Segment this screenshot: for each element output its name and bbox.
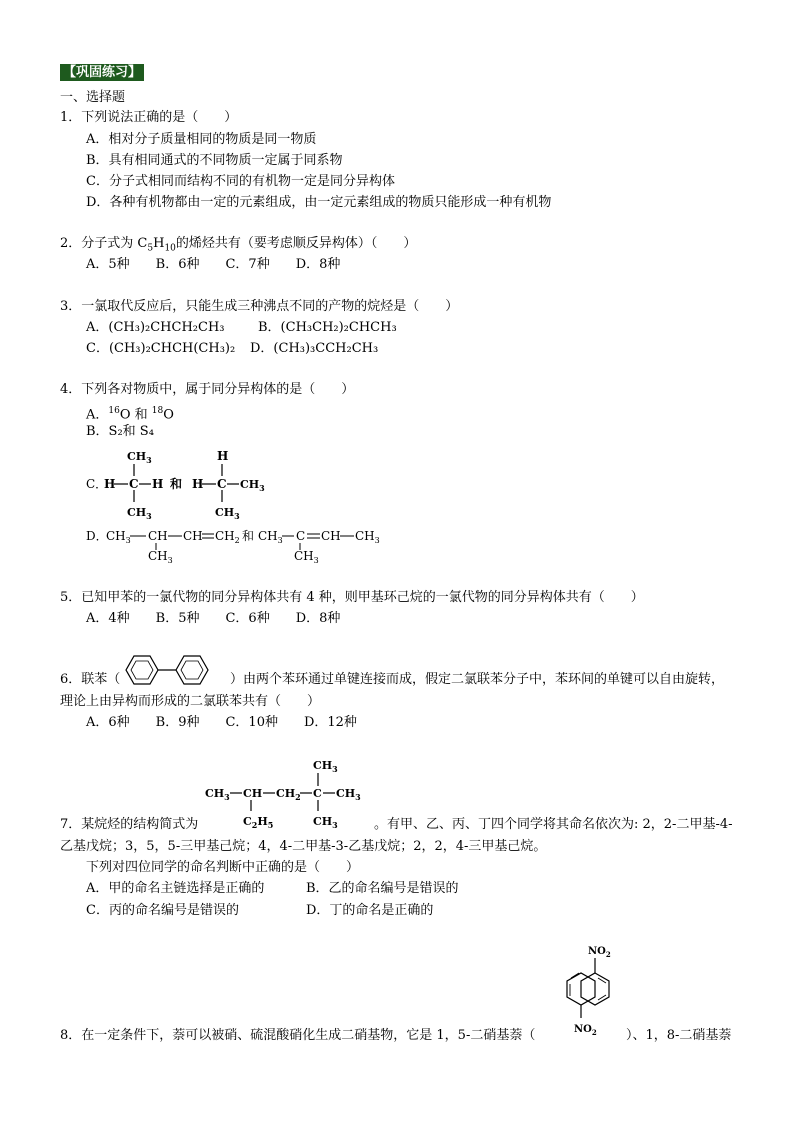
- svg-text:CH3: $CH_3$: [336, 787, 361, 802]
- q2-options: A．5种 B．6种 C．7种 D．8种: [86, 257, 341, 272]
- q7-stem-line2: 乙基戊烷；3，5，5-三甲基己烷；4，4-二甲基-3-乙基戊烷；2，2，4-三甲基己烷。: [60, 839, 547, 854]
- svg-text:CH3: $CH_3$: [106, 529, 131, 545]
- q1-option-a: A．相对分子质量相同的物质是同一物质: [86, 132, 317, 147]
- svg-text:CH3: $CH_3$: [258, 529, 283, 545]
- q6-options: A．6种 B．9种 C．10种 D．12种: [86, 715, 357, 730]
- svg-text:CH3: $CH_3$: [240, 478, 265, 493]
- svg-text:C: C: [296, 529, 306, 543]
- section-header: 【巩固练习】: [60, 64, 144, 81]
- svg-text:CH2: $CH_2$: [276, 787, 301, 802]
- q2-stem: 2．分子式为 $C_5H_{10}$的烯烃共有（要考虑顺反异构体）（ ）: [60, 236, 417, 254]
- q3-option-b: B．(CH₃CH₂)₂CHCH₃: [258, 320, 397, 335]
- svg-text:H: H: [152, 477, 164, 491]
- q1-option-d: D．各种有机物都由一定的元素组成，由一定元素组成的物质只能形成一种有机物: [86, 195, 552, 210]
- q3-option-d: D．(CH₃)₃CCH₂CH₃: [250, 341, 379, 356]
- svg-text:H: H: [217, 449, 229, 463]
- svg-text:H: H: [192, 477, 204, 491]
- svg-text:CH: CH: [183, 529, 203, 543]
- svg-text:H: H: [104, 477, 116, 491]
- q6-stem-pre: 6．联苯（: [60, 672, 121, 687]
- svg-text:CH: CH: [243, 787, 263, 800]
- q1-option-b: B．具有相同通式的不同物质一定属于同系物: [86, 153, 343, 168]
- q7-alkane-structure: [200, 755, 370, 830]
- q7-stem-line3: 下列对四位同学的命名判断中正确的是（ ）: [86, 860, 360, 875]
- q3-option-a: A．(CH₃)₂CHCH₂CH₃: [86, 320, 225, 335]
- q4-option-a: A．$^{16}$O 和 $^{18}$O: [86, 406, 174, 423]
- svg-text:D．: D．: [86, 529, 108, 543]
- svg-text:和: 和: [242, 529, 255, 543]
- q1-stem: 1．下列说法正确的是（ ）: [60, 110, 238, 125]
- svg-text:C: C: [313, 787, 322, 800]
- q7-option-a: A．甲的命名主链选择是正确的: [86, 881, 265, 896]
- svg-text:CH3: $CH_3$: [294, 549, 319, 565]
- svg-text:CH3: $CH_3$: [127, 450, 152, 465]
- q5-options: A．4种 B．5种 C．6种 D．8种: [86, 611, 341, 626]
- svg-text:CH: CH: [148, 529, 168, 543]
- q7-stem-post: 。有甲、乙、丙、丁四个同学将其命名依次为: 2，2-二甲基-4-: [374, 817, 733, 832]
- svg-text:C．: C．: [86, 477, 108, 491]
- q4-stem: 4．下列各对物质中，属于同分异构体的是（ ）: [60, 382, 355, 397]
- q8-stem: 8．在一定条件下，萘可以被硝、硫混酸硝化生成二硝基物，它是 1，5-二硝基萘（: [60, 1028, 536, 1043]
- q7-option-b: B．乙的命名编号是错误的: [306, 881, 459, 896]
- svg-text:NO2: $NO_2$: [574, 1024, 597, 1037]
- svg-text:CH3: $CH_3$: [205, 787, 230, 802]
- svg-text:C: C: [129, 477, 139, 491]
- svg-text:CH3: $CH_3$: [313, 815, 338, 830]
- svg-text:CH3: $CH_3$: [215, 506, 240, 521]
- q3-option-c: C．(CH₃)₂CHCH(CH₃)₂: [86, 341, 236, 356]
- q5-stem: 5．已知甲苯的一氯代物的同分异构体共有 4 种，则甲基环己烷的一氯代物的同分异构体共有（ ）: [60, 590, 644, 605]
- svg-text:CH: CH: [321, 529, 341, 543]
- svg-text:CH3: $CH_3$: [127, 506, 152, 521]
- biphenyl-structure: [120, 652, 220, 688]
- dinitronaphthalene-structure: [560, 940, 630, 1040]
- svg-text:CH3: $CH_3$: [148, 549, 173, 565]
- q4-option-c-structures: [80, 444, 280, 524]
- q6-stem-post: ）由两个苯环通过单键连接而成，假定二氯联苯分子中，苯环间的单键可以自由旋转，: [230, 672, 725, 687]
- svg-text:和: 和: [170, 477, 183, 491]
- q3-stem: 3．一氯取代反应后，只能生成三种沸点不同的产物的烷烃是（ ）: [60, 299, 459, 314]
- q8-stem-tail: ）、1，8-二硝基萘: [626, 1028, 732, 1043]
- svg-text:NO2: $NO_2$: [588, 946, 611, 959]
- svg-text:CH3: $CH_3$: [355, 529, 380, 545]
- q7-option-c: C．丙的命名编号是错误的: [86, 903, 239, 918]
- q4-option-b: B．S₂和 S₄: [86, 424, 154, 439]
- q7-option-d: D．丁的命名是正确的: [306, 903, 434, 918]
- q7-stem-pre: 7．某烷烃的结构简式为: [60, 817, 199, 832]
- part-title: 一、选择题: [60, 90, 126, 105]
- svg-text:C2H5: $C_2H_5$: [243, 815, 274, 830]
- svg-text:C: C: [217, 477, 227, 491]
- svg-text:CH2: $CH_2$: [215, 529, 240, 545]
- q1-option-c: C．分子式相同而结构不同的有机物一定是同分异构体: [86, 174, 395, 189]
- q4-option-d-structures: [80, 526, 400, 566]
- q6-stem-line2: 理论上由异构而形成的二氯联苯共有（ ）: [60, 694, 321, 709]
- svg-text:CH3: $CH_3$: [313, 759, 338, 774]
